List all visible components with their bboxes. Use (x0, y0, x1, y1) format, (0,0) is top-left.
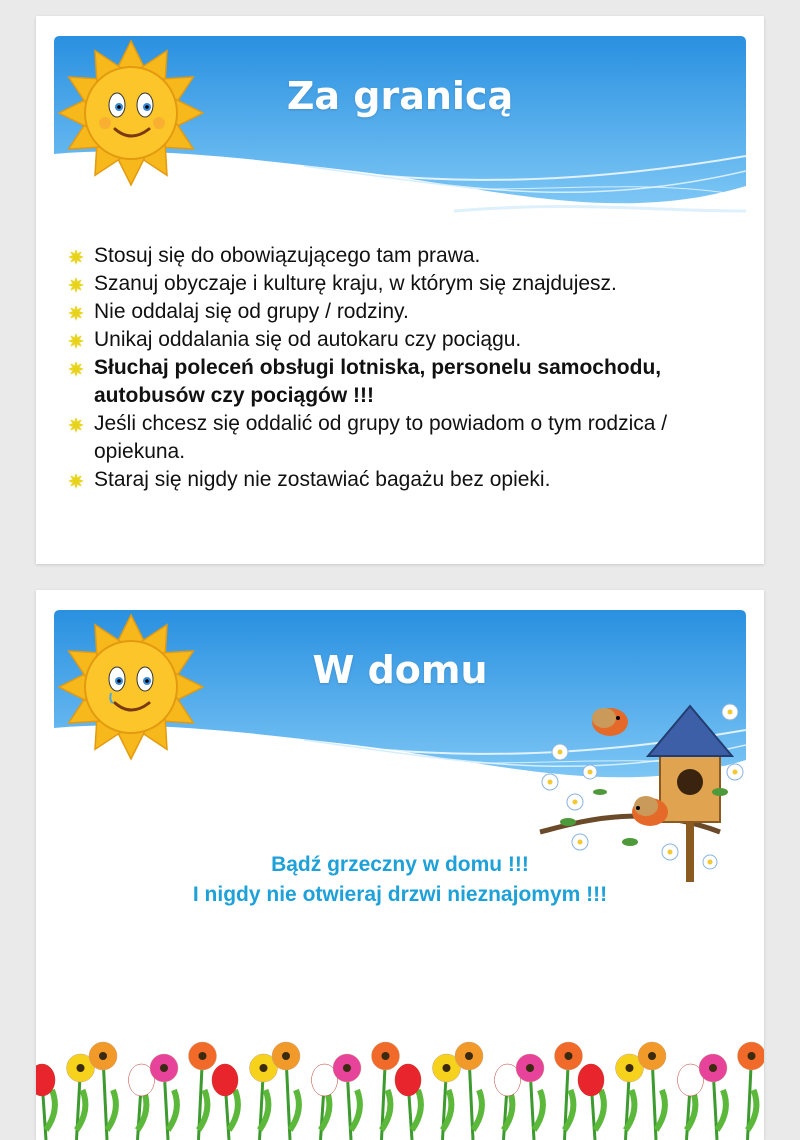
rule-text: Szanuj obyczaje i kulturę kraju, w którym się znajdujesz. (94, 272, 617, 295)
sun-illustration-icon (56, 38, 206, 188)
rule-item (66, 298, 746, 326)
rule-item (66, 270, 746, 298)
sun-bullet-icon (68, 305, 84, 321)
rule-text: Słuchaj poleceń obsługi lotniska, personelu samochodu, autobusów czy pociągów !!! (94, 356, 662, 407)
message-line-2: I nigdy nie otwieraj drzwi nieznajomym !!! (192, 883, 608, 906)
slide-title: W domu (312, 648, 488, 692)
slide-abroad (36, 16, 764, 564)
rule-item (66, 326, 746, 354)
rule-text: Staraj się nigdy nie zostawiać bagażu bez opieki. (94, 468, 551, 491)
sun-illustration-icon (56, 612, 206, 762)
sun-bullet-icon (68, 417, 84, 433)
rule-text: Stosuj się do obowiązującego tam prawa. (94, 244, 481, 267)
sun-bullet-icon (68, 333, 84, 349)
sun-bullet-icon (68, 473, 84, 489)
rule-text: Nie oddalaj się od grupy / rodziny. (94, 300, 409, 323)
rule-item (66, 242, 746, 270)
slide-at-home (36, 590, 764, 1140)
rule-item (66, 354, 746, 410)
rule-text: Unikaj oddalania się od autokaru czy pociągu. (94, 328, 522, 351)
rule-item (66, 466, 746, 494)
message-line-1: Bądź grzeczny w domu !!! (271, 853, 529, 876)
rules-list (66, 242, 746, 494)
flower-border-illustration-icon (36, 990, 764, 1140)
sun-bullet-icon (68, 361, 84, 377)
slide-title: Za granicą (286, 74, 514, 118)
rule-text: Jeśli chcesz się oddalić od grupy to powiadom o tym rodzica / opiekuna. (94, 412, 668, 463)
rule-item (66, 410, 746, 466)
sun-bullet-icon (68, 249, 84, 265)
sun-bullet-icon (68, 277, 84, 293)
